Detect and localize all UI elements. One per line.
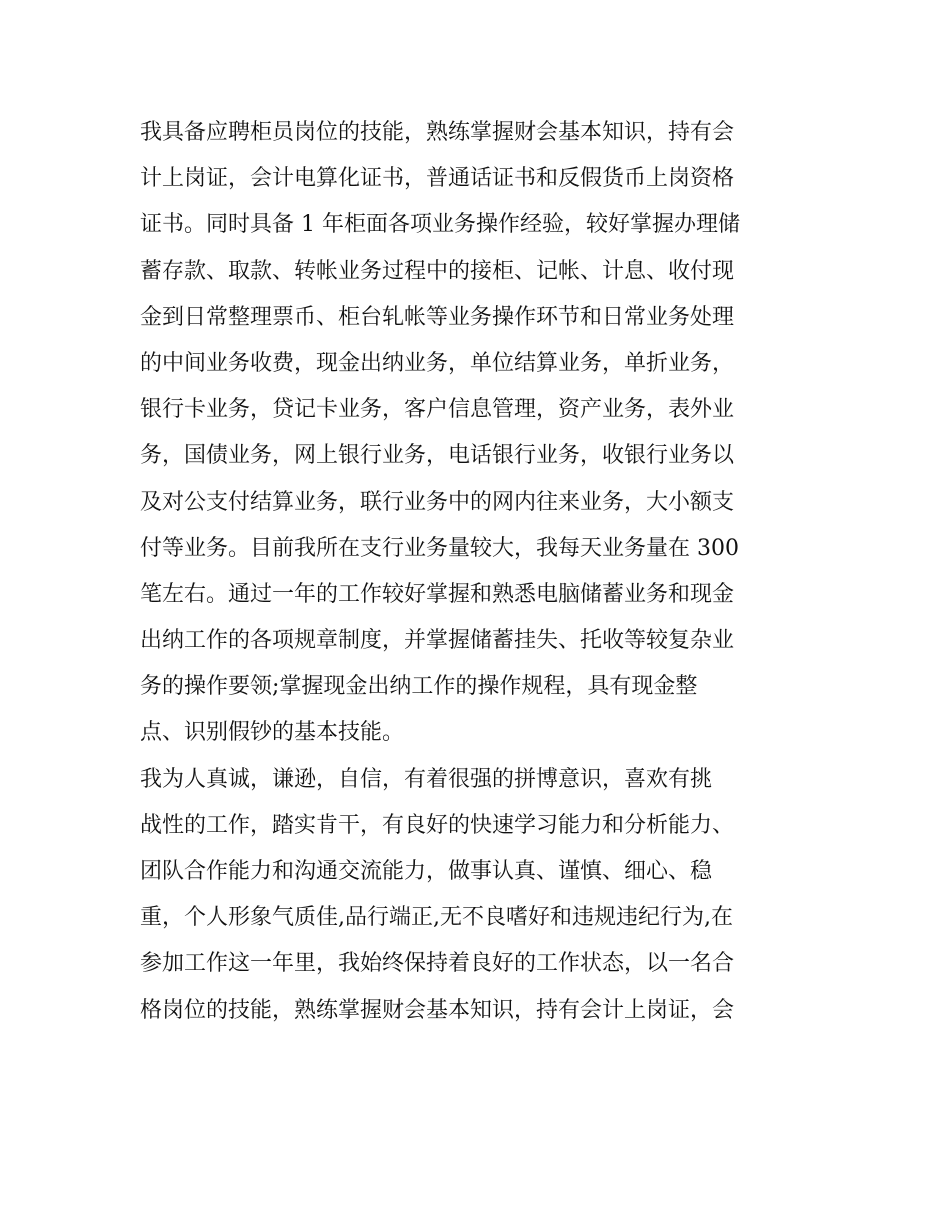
text-line-8: 务，国债业务，网上银行业务，电话银行业务，收银行业务以	[140, 443, 735, 469]
text-line-1: 我具备应聘柜员岗位的技能，熟练掌握财会基本知识，持有会	[140, 120, 735, 145]
text-line-19: 参加工作这一年里，我始终保持着良好的工作状态，以一名合	[140, 951, 735, 977]
text-line-20: 格岗位的技能，熟练掌握财会基本知识，持有会计上岗证，会	[140, 997, 735, 1023]
text-line-2: 计上岗证，会计电算化证书，普通话证书和反假货币上岗资格	[140, 166, 735, 192]
text-line-9: 及对公支付结算业务，联行业务中的网内往来业务，大小额支	[140, 489, 735, 515]
body-text	[140, 110, 820, 1034]
text-line-11: 笔左右。通过一年的工作较好掌握和熟悉电脑储蓄业务和现金	[140, 581, 735, 607]
text-line-17: 团队合作能力和沟通交流能力，做事认真、谨慎、细心、稳	[140, 859, 713, 884]
text-line-3: 证书。同时具备 1 年柜面各项业务操作经验，较好掌握办理储	[140, 212, 740, 238]
text-line-10: 付等业务。目前我所在支行业务量较大，我每天业务量在 300	[140, 535, 739, 561]
text-line-18: 重，个人形象气质佳,品行端正,无不良嗜好和违规违纪行为,在	[140, 905, 733, 931]
text-line-12: 出纳工作的各项规章制度，并掌握储蓄挂失、托收等较复杂业	[140, 628, 735, 654]
text-line-5: 金到日常整理票币、柜台轧帐等业务操作环节和日常业务处理	[140, 304, 735, 330]
text-line-13: 务的操作要领;掌握现金出纳工作的操作规程，具有现金整	[140, 674, 698, 700]
text-line-16: 战性的工作，踏实肯干，有良好的快速学习能力和分析能力、	[140, 812, 735, 838]
text-line-4: 蓄存款、取款、转帐业务过程中的接柜、记帐、计息、收付现	[140, 258, 735, 284]
text-line-6: 的中间业务收费，现金出纳业务，单位结算业务，单折业务，	[140, 350, 735, 376]
text-line-15: 我为人真诚，谦逊，自信，有着很强的拼博意识，喜欢有挑	[140, 766, 713, 792]
text-line-7: 银行卡业务，贷记卡业务，客户信息管理，资产业务，表外业	[140, 397, 735, 423]
text-line-14: 点、识别假钞的基本技能。	[140, 720, 405, 746]
